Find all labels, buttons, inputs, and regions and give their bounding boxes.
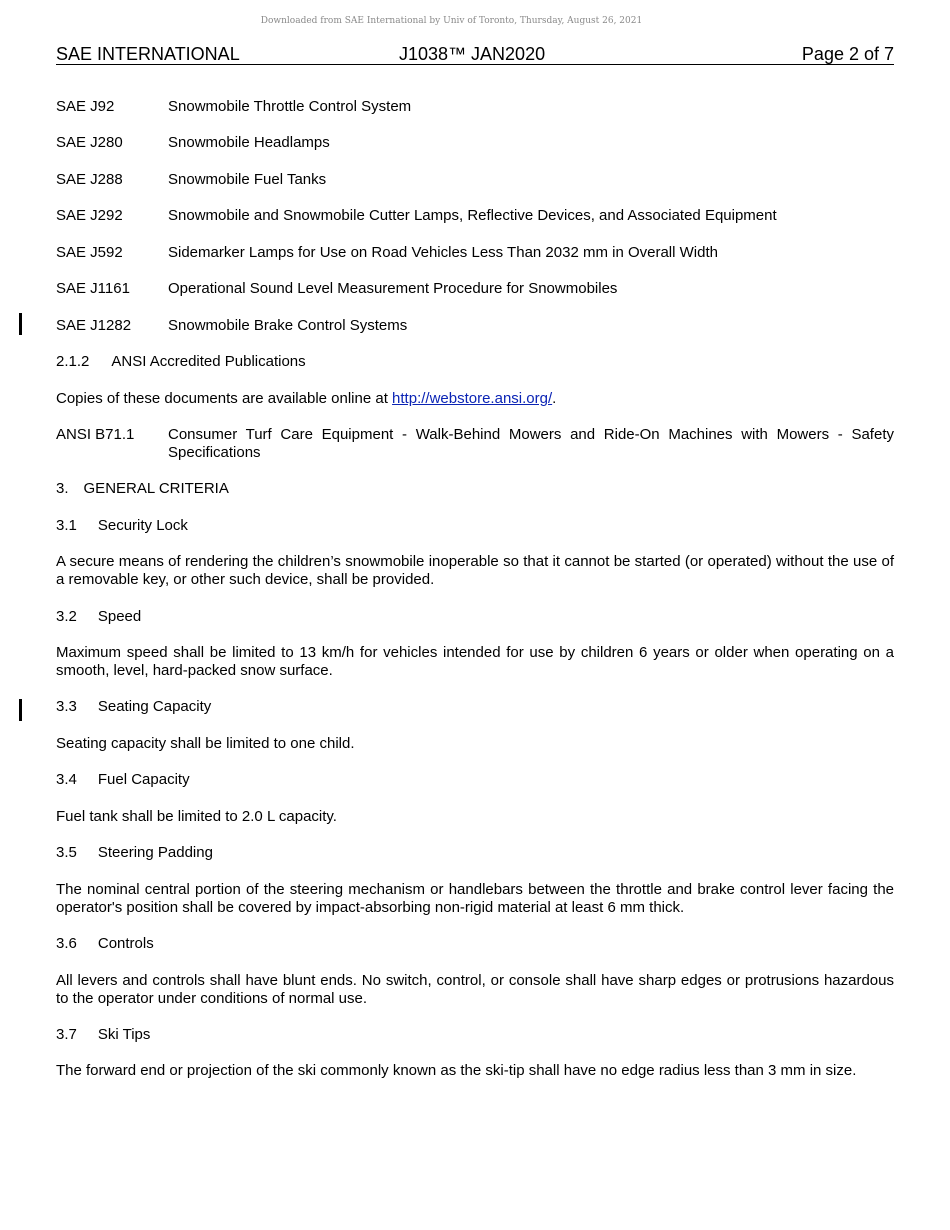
reference-code: SAE J92 bbox=[56, 98, 115, 115]
change-bar bbox=[19, 699, 22, 721]
section-title: Steering Padding bbox=[97, 844, 213, 861]
paragraph-text: Copies of these documents are available online at bbox=[56, 390, 393, 407]
reference-code: SAE J592 bbox=[56, 244, 123, 261]
reference-title: Snowmobile Fuel Tanks bbox=[168, 171, 327, 188]
reference-title: Operational Sound Level Measurement Procedure for Snowmobiles bbox=[168, 280, 618, 297]
section-title: GENERAL CRITERIA bbox=[83, 480, 229, 497]
reference-code: SAE J1161 bbox=[56, 280, 130, 297]
paragraph: The nominal central portion of the steering mechanism or handlebars between the throttle and brake control lever facing the operator's position shall be covered by impact-absorbing non-rigid material at least 6 mm thick. bbox=[56, 881, 894, 916]
ansi-webstore-link[interactable]: http://webstore.ansi.org/ bbox=[392, 390, 553, 407]
download-watermark: Downloaded from SAE International by Univ of Toronto, Thursday, August 26, 2021 bbox=[260, 16, 643, 26]
section-number: 2.1.2 bbox=[56, 353, 90, 370]
section-title: ANSI Accredited Publications bbox=[111, 353, 306, 370]
reference-title: Snowmobile and Snowmobile Cutter Lamps, Reflective Devices, and Associated Equipment bbox=[168, 207, 777, 224]
reference-code: ANSI B71.1 bbox=[56, 426, 135, 443]
subsection-heading bbox=[56, 608, 894, 626]
header-org: SAE INTERNATIONAL bbox=[56, 44, 240, 64]
reference-code: SAE J280 bbox=[56, 134, 123, 151]
reference-title: Snowmobile Throttle Control System bbox=[168, 98, 412, 115]
paragraph-period: . bbox=[552, 390, 557, 407]
section-number: 3.3 bbox=[56, 698, 77, 715]
section-title: Security Lock bbox=[97, 517, 188, 534]
section-number: 3.1 bbox=[56, 517, 77, 534]
paragraph: The forward end or projection of the ski commonly known as the ski-tip shall have no edge radius less than 3 mm in size. bbox=[56, 1062, 857, 1079]
header-doc-id: J1038™ JAN2020 bbox=[399, 44, 546, 64]
section-title: Fuel Capacity bbox=[97, 771, 190, 788]
subsection-heading bbox=[56, 698, 894, 716]
section-title: Speed bbox=[97, 608, 142, 625]
paragraph: A secure means of rendering the children’s snowmobile inoperable so that it cannot be started (or operated) without the use of a removable key, or other such device, shall be provided. bbox=[56, 553, 894, 588]
reference-item bbox=[56, 426, 894, 464]
section-number: 3.2 bbox=[56, 608, 77, 625]
reference-code: SAE J288 bbox=[56, 171, 123, 188]
reference-title: Snowmobile Headlamps bbox=[168, 134, 330, 151]
reference-title: Sidemarker Lamps for Use on Road Vehicles Less Than 2032 mm in Overall Width bbox=[168, 244, 718, 261]
reference-title: Consumer Turf Care Equipment - Walk-Behind Mowers and Ride-On Machines with Mowers - Safety Specifications bbox=[168, 426, 894, 461]
subsection-heading bbox=[56, 1026, 894, 1044]
subsection-heading bbox=[56, 935, 894, 953]
header-page-number: Page 2 of 7 bbox=[801, 44, 894, 64]
reference-code: SAE J292 bbox=[56, 207, 123, 224]
section-title: Seating Capacity bbox=[97, 698, 212, 715]
section-title: Controls bbox=[97, 935, 154, 952]
section-heading bbox=[56, 353, 894, 371]
paragraph: Seating capacity shall be limited to one child. bbox=[56, 735, 355, 752]
section-number: 3.7 bbox=[56, 1026, 77, 1043]
subsection-heading bbox=[56, 517, 894, 535]
section-title: Ski Tips bbox=[97, 1026, 151, 1043]
section-heading bbox=[56, 480, 894, 498]
change-bar bbox=[19, 313, 22, 335]
section-number: 3.5 bbox=[56, 844, 77, 861]
paragraph: Fuel tank shall be limited to 2.0 L capacity. bbox=[56, 808, 337, 825]
reference-code: SAE J1282 bbox=[56, 317, 132, 334]
reference-title: Snowmobile Brake Control Systems bbox=[168, 317, 408, 334]
section-number: 3. bbox=[56, 480, 69, 497]
section-number: 3.6 bbox=[56, 935, 77, 952]
paragraph bbox=[56, 390, 894, 408]
paragraph: Maximum speed shall be limited to 13 km/h for vehicles intended for use by children 6 years or older when operating on a smooth, level, hard-packed snow surface. bbox=[56, 644, 894, 679]
paragraph: All levers and controls shall have blunt ends. No switch, control, or console shall have sharp edges or protrusions hazardous to the operator under conditions of normal use. bbox=[56, 972, 894, 1007]
page-header bbox=[56, 44, 894, 65]
subsection-heading bbox=[56, 771, 894, 789]
section-number: 3.4 bbox=[56, 771, 77, 788]
subsection-heading bbox=[56, 844, 894, 862]
